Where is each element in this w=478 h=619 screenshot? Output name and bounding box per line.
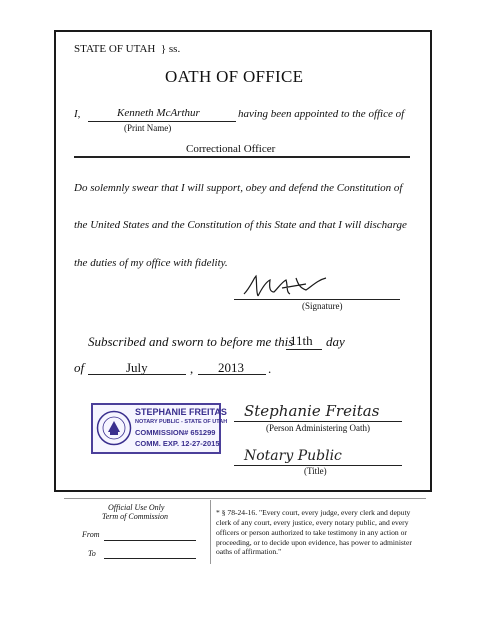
title-caption: (Title) [304,466,327,476]
statute-footnote: * § 78-24-16. "Every court, every judge, every clerk and deputy clerk of any court, every justice, every notary public, and every officers or person authorized to take testimony in any action or proceeding, or to decide upon evidence, has power to administer oaths of affirmation." [216,508,412,557]
jurat-comma: , [190,361,194,376]
stamp-commission: COMMISSION# 651299 [135,428,216,437]
stamp-name: STEPHANIE FREITAS [135,407,227,417]
jurat-period: . [268,361,272,376]
administering-caption: (Person Administering Oath) [266,423,370,433]
jurat-day: 11th [290,333,313,348]
name-underline [88,121,236,122]
oath-line-2: the United States and the Constitution of this State and that I will discharge [74,219,407,231]
term-of-commission-heading: Term of Commission [102,512,168,521]
from-field [104,540,196,541]
notary-stamp [91,403,228,454]
from-label: From [82,530,100,539]
appointment-suffix: having been appointed to the office of [238,108,405,120]
jurat-prefix: Subscribed and sworn to before me this [88,334,294,349]
bottom-divider [64,498,426,499]
signature-caption: (Signature) [302,301,343,311]
office-value: Correctional Officer [186,143,276,155]
notary-seal-icon [96,410,132,446]
bottom-vertical-divider [210,500,211,564]
to-field [104,558,196,559]
notary-title-handwritten: Notary Public [244,448,342,464]
jurat-month: July [126,360,148,375]
jurat-day-word: day [326,334,345,349]
venue-label: STATE OF UTAH } ss. [74,43,181,55]
document-title: OATH OF OFFICE [165,67,304,86]
notary-signature-underline [234,421,402,422]
official-use-heading: Official Use Only [108,503,165,512]
day-underline [286,349,322,350]
stamp-notary-state: NOTARY PUBLIC - STATE OF UTAH [135,419,228,425]
appointment-prefix: I, [74,108,81,120]
print-name-caption: (Print Name) [124,123,172,133]
jurat-year: 2013 [218,360,244,375]
print-name-value: Kenneth McArthur [117,107,200,119]
signature-underline [234,299,400,300]
oath-line-3: the duties of my office with fidelity. [74,257,228,269]
to-label: To [88,549,96,558]
brace-ss: } ss. [160,43,181,55]
notary-signature: Stephanie Freitas [244,402,380,420]
office-underline [74,156,410,158]
officer-signature-image [236,270,336,302]
stamp-expiration: COMM. EXP. 12-27-2015 [135,439,220,448]
jurat-of: of [74,360,85,375]
oath-line-1: Do solemnly swear that I will support, obey and defend the Constitution of [74,182,403,194]
